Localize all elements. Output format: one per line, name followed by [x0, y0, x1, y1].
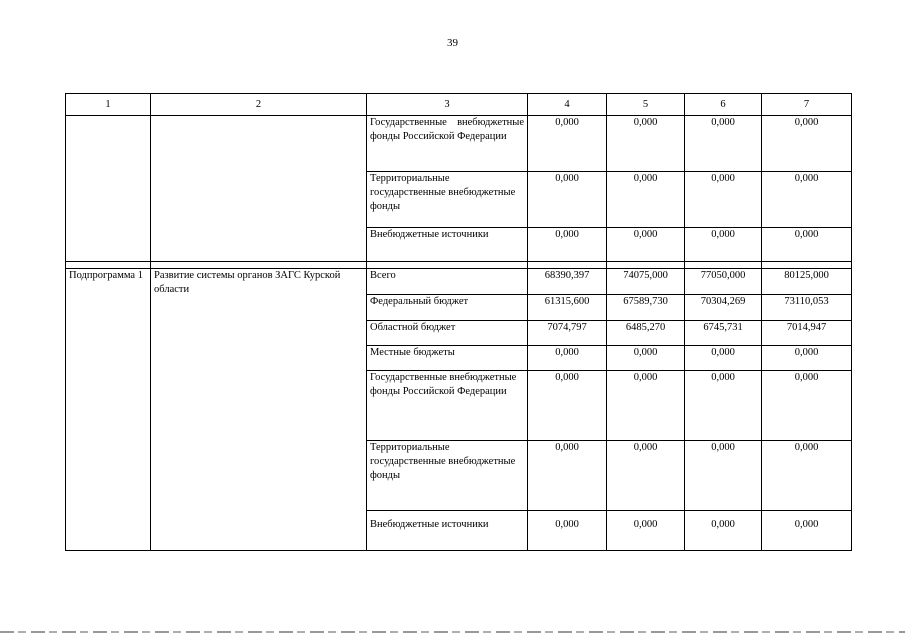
col-header-3: 3 [367, 94, 528, 116]
value-cell: 0,000 [685, 511, 762, 551]
source-cell: Местные бюджеты [367, 346, 528, 371]
value-cell: 0,000 [762, 116, 852, 172]
value-cell: 0,000 [607, 371, 685, 441]
col-header-6: 6 [685, 94, 762, 116]
col-header-1: 1 [66, 94, 151, 116]
subprogram-code: Подпрограмма 1 [66, 269, 151, 551]
table-row [66, 116, 852, 172]
value-cell: 0,000 [685, 228, 762, 262]
value-cell: 73110,053 [762, 295, 852, 321]
value-cell: 61315,600 [528, 295, 607, 321]
value-cell: 68390,397 [528, 269, 607, 295]
source-cell: Всего [367, 269, 528, 295]
page-number: 39 [447, 37, 458, 49]
value-cell: 0,000 [685, 441, 762, 511]
value-cell: 0,000 [762, 371, 852, 441]
code-cell-empty [66, 116, 151, 262]
value-cell: 0,000 [528, 228, 607, 262]
section-gap [66, 262, 852, 269]
value-cell: 0,000 [685, 346, 762, 371]
source-cell: Государственные внебюджетные фонды Российской Федерации [367, 116, 528, 172]
value-cell: 0,000 [528, 172, 607, 228]
value-cell: 0,000 [607, 441, 685, 511]
value-cell: 0,000 [762, 228, 852, 262]
value-cell: 7074,797 [528, 321, 607, 346]
col-header-4: 4 [528, 94, 607, 116]
value-cell: 0,000 [528, 371, 607, 441]
value-cell: 0,000 [762, 511, 852, 551]
value-cell: 7014,947 [762, 321, 852, 346]
source-cell: Территориальные государственные внебюджетные фонды [367, 172, 528, 228]
value-cell: 0,000 [607, 228, 685, 262]
value-cell: 77050,000 [685, 269, 762, 295]
source-cell: Территориальные государственные внебюджетные фонды [367, 441, 528, 511]
scan-artifact-line [0, 631, 905, 633]
source-cell: Внебюджетные источники [367, 511, 528, 551]
value-cell: 67589,730 [607, 295, 685, 321]
source-cell: Внебюджетные источники [367, 228, 528, 262]
header-row [66, 94, 852, 116]
value-cell: 0,000 [762, 441, 852, 511]
value-cell: 0,000 [685, 116, 762, 172]
value-cell: 0,000 [528, 346, 607, 371]
value-cell: 6485,270 [607, 321, 685, 346]
source-cell: Федеральный бюджет [367, 295, 528, 321]
value-cell: 0,000 [607, 511, 685, 551]
value-cell: 70304,269 [685, 295, 762, 321]
source-cell: Государственные внебюджетные фонды Российской Федерации [367, 371, 528, 441]
value-cell: 80125,000 [762, 269, 852, 295]
col-header-5: 5 [607, 94, 685, 116]
col-header-2: 2 [151, 94, 367, 116]
funding-table [65, 93, 852, 551]
col-header-7: 7 [762, 94, 852, 116]
name-cell-empty [151, 116, 367, 262]
value-cell: 6745,731 [685, 321, 762, 346]
value-cell: 74075,000 [607, 269, 685, 295]
table-row [66, 269, 852, 295]
value-cell: 0,000 [607, 172, 685, 228]
value-cell: 0,000 [762, 172, 852, 228]
value-cell: 0,000 [607, 116, 685, 172]
value-cell: 0,000 [528, 511, 607, 551]
value-cell: 0,000 [762, 346, 852, 371]
value-cell: 0,000 [528, 441, 607, 511]
source-cell: Областной бюджет [367, 321, 528, 346]
value-cell: 0,000 [528, 116, 607, 172]
subprogram-name: Развитие системы органов ЗАГС Курской области [151, 269, 367, 551]
value-cell: 0,000 [685, 172, 762, 228]
value-cell: 0,000 [607, 346, 685, 371]
value-cell: 0,000 [685, 371, 762, 441]
